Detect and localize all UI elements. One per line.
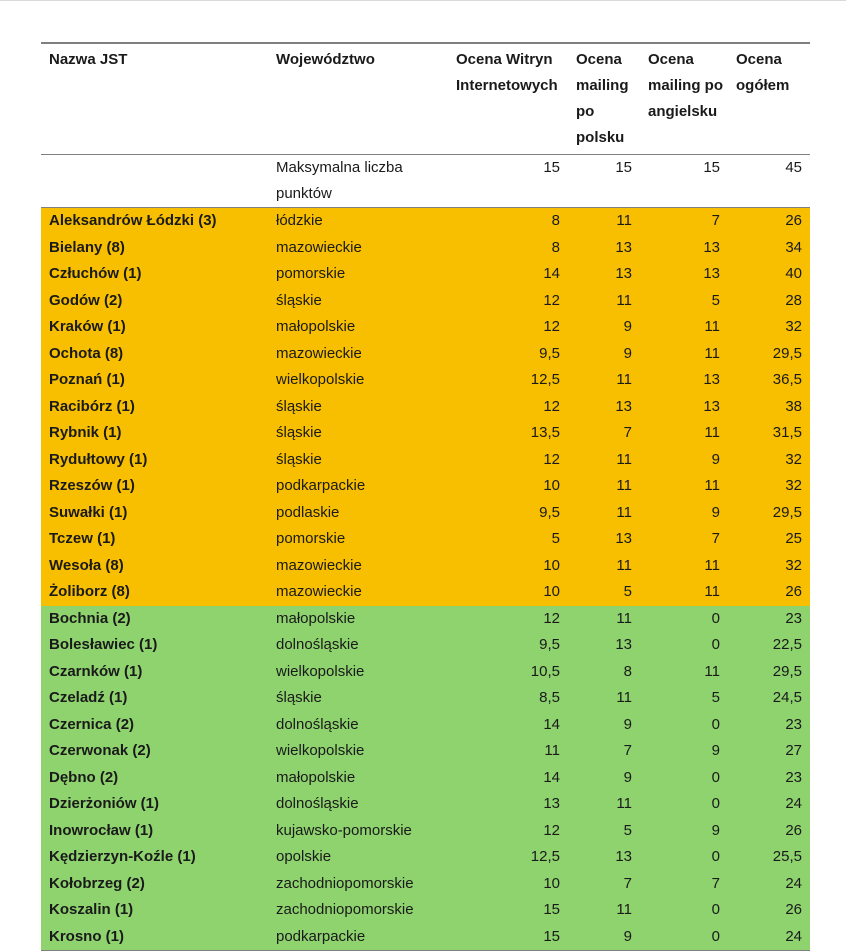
cell-total-score: 28 xyxy=(785,291,802,309)
cell-web-score: 9,5 xyxy=(539,636,560,653)
cell-name: Rydułtowy (1) xyxy=(49,450,148,468)
cell-mailing-en-score: 11 xyxy=(704,318,720,335)
cell-name: Godów (2) xyxy=(49,291,123,309)
cell-name: Rzeszów (1) xyxy=(49,477,135,494)
table-row xyxy=(41,659,810,686)
cell-mailing-en-score: 11 xyxy=(704,477,720,494)
cell-mailing-pl-score: 11 xyxy=(616,795,632,812)
cell-total-score: 25,5 xyxy=(772,848,802,865)
cell-total-score: 24 xyxy=(785,795,802,812)
cell-web-score: 9,5 xyxy=(539,503,560,521)
table-row xyxy=(41,473,810,500)
cell-mailing-pl-score: 11 xyxy=(616,556,632,574)
cell-region: zachodniopomorskie xyxy=(276,901,414,918)
cell-mailing-pl-score: 7 xyxy=(623,874,632,892)
cell-mailing-en-score: 0 xyxy=(711,609,720,627)
cell-web-score: 12 xyxy=(543,450,560,468)
cell-mailing-pl-score: 11 xyxy=(616,689,632,706)
cell-web-score: 13 xyxy=(543,795,560,812)
cell-region: śląskie xyxy=(276,689,322,706)
cell-name: Ochota (8) xyxy=(49,344,124,362)
table-row xyxy=(41,208,810,235)
scores-table xyxy=(41,42,810,951)
cell-mailing-en-score: 11 xyxy=(704,344,720,362)
cell-mailing-en-score: 0 xyxy=(711,848,720,865)
cell-region: podlaskie xyxy=(276,503,340,521)
table-row xyxy=(41,606,810,633)
table-row xyxy=(41,632,810,659)
cell-region: dolnośląskie xyxy=(276,715,359,733)
cell-name: Bielany (8) xyxy=(49,238,125,256)
cell-name: Poznań (1) xyxy=(49,371,125,388)
table-row xyxy=(41,818,810,845)
cell-mailing-pl-score: 9 xyxy=(623,768,632,786)
cell-total-score: 27 xyxy=(785,742,802,759)
header-web-score: Ocena Witryn Internetowych xyxy=(456,51,558,94)
cell-region: mazowieckie xyxy=(276,583,362,600)
max-label: Maksymalna liczba punktów xyxy=(276,159,403,202)
cell-total-score: 24 xyxy=(785,874,802,892)
cell-mailing-pl-score: 13 xyxy=(615,238,632,256)
cell-region: małopolskie xyxy=(276,609,356,627)
cell-mailing-pl-score: 11 xyxy=(616,291,632,309)
cell-mailing-en-score: 11 xyxy=(704,424,720,441)
cell-total-score: 26 xyxy=(785,901,802,918)
cell-mailing-pl-score: 9 xyxy=(623,318,632,335)
table-row xyxy=(41,738,810,765)
cell-name: Bolesławiec (1) xyxy=(49,636,158,653)
table-row xyxy=(41,844,810,871)
table-row xyxy=(41,765,810,792)
max-mailing-en: 15 xyxy=(703,159,720,176)
table-row xyxy=(41,871,810,898)
cell-web-score: 10 xyxy=(543,874,560,892)
table-row xyxy=(41,526,810,553)
cell-web-score: 10,5 xyxy=(530,662,560,680)
cell-total-score: 25 xyxy=(785,530,802,547)
table-row xyxy=(41,791,810,818)
cell-mailing-pl-score: 7 xyxy=(623,742,632,759)
cell-region: mazowieckie xyxy=(276,238,362,256)
cell-mailing-en-score: 13 xyxy=(703,238,720,256)
cell-region: małopolskie xyxy=(276,318,356,335)
cell-name: Człuchów (1) xyxy=(49,265,142,282)
cell-mailing-en-score: 13 xyxy=(703,397,720,415)
cell-total-score: 29,5 xyxy=(772,503,802,521)
cell-name: Czernica (2) xyxy=(49,715,135,733)
cell-web-score: 8 xyxy=(551,212,560,229)
cell-region: śląskie xyxy=(276,450,322,468)
cell-mailing-en-score: 0 xyxy=(711,795,720,812)
cell-name: Wesoła (8) xyxy=(49,556,124,574)
cell-name: Racibórz (1) xyxy=(49,397,135,415)
cell-total-score: 26 xyxy=(785,212,802,229)
cell-region: śląskie xyxy=(276,291,322,309)
cell-mailing-pl-score: 13 xyxy=(615,636,632,653)
cell-total-score: 32 xyxy=(785,556,802,574)
cell-total-score: 22,5 xyxy=(772,636,802,653)
cell-mailing-pl-score: 9 xyxy=(623,927,632,945)
cell-web-score: 5 xyxy=(551,530,560,547)
cell-mailing-pl-score: 5 xyxy=(623,821,632,839)
cell-web-score: 13,5 xyxy=(530,424,560,441)
cell-total-score: 32 xyxy=(785,450,802,468)
table-row xyxy=(41,579,810,606)
cell-region: dolnośląskie xyxy=(276,636,359,653)
cell-total-score: 32 xyxy=(785,318,802,335)
table-row xyxy=(41,897,810,924)
cell-name: Czeladź (1) xyxy=(49,689,128,706)
cell-mailing-en-score: 9 xyxy=(711,821,720,839)
table-body xyxy=(41,155,810,951)
cell-total-score: 34 xyxy=(785,238,802,256)
table-row xyxy=(41,288,810,315)
cell-name: Krosno (1) xyxy=(49,927,124,945)
cell-name: Dzierżoniów (1) xyxy=(49,795,160,812)
max-total: 45 xyxy=(785,159,802,176)
header-region: Województwo xyxy=(276,51,375,68)
table-row xyxy=(41,367,810,394)
cell-name: Żoliborz (8) xyxy=(49,583,130,600)
table-row xyxy=(41,314,810,341)
cell-name: Koszalin (1) xyxy=(49,901,134,918)
cell-mailing-pl-score: 11 xyxy=(616,212,632,229)
cell-region: łódzkie xyxy=(276,212,323,229)
cell-web-score: 12 xyxy=(543,397,560,415)
cell-name: Rybnik (1) xyxy=(49,424,122,441)
table-row xyxy=(41,447,810,474)
cell-mailing-pl-score: 13 xyxy=(615,265,632,282)
table-row xyxy=(41,553,810,580)
cell-web-score: 12 xyxy=(543,821,560,839)
cell-web-score: 9,5 xyxy=(539,344,560,362)
cell-web-score: 10 xyxy=(543,556,560,574)
cell-mailing-en-score: 9 xyxy=(711,742,720,759)
cell-mailing-pl-score: 13 xyxy=(615,848,632,865)
table-row xyxy=(41,420,810,447)
cell-name: Bochnia (2) xyxy=(49,609,131,627)
cell-region: mazowieckie xyxy=(276,344,362,362)
header-total-score: Ocena ogółem xyxy=(736,51,790,94)
cell-total-score: 24 xyxy=(785,927,802,945)
cell-region: śląskie xyxy=(276,397,322,415)
cell-region: zachodniopomorskie xyxy=(276,874,414,892)
cell-web-score: 12,5 xyxy=(530,371,560,388)
cell-mailing-en-score: 11 xyxy=(704,662,720,680)
cell-web-score: 14 xyxy=(543,265,560,282)
cell-web-score: 15 xyxy=(543,901,560,918)
cell-mailing-pl-score: 5 xyxy=(623,583,632,600)
max-web: 15 xyxy=(543,159,560,176)
cell-web-score: 14 xyxy=(543,715,560,733)
cell-mailing-pl-score: 8 xyxy=(623,662,632,680)
header-name: Nazwa JST xyxy=(49,51,128,68)
cell-mailing-pl-score: 9 xyxy=(623,344,632,362)
table-row xyxy=(41,712,810,739)
cell-name: Kołobrzeg (2) xyxy=(49,874,145,892)
cell-mailing-en-score: 13 xyxy=(703,265,720,282)
cell-region: wielkopolskie xyxy=(276,371,365,388)
cell-mailing-en-score: 0 xyxy=(711,927,720,945)
cell-mailing-en-score: 13 xyxy=(703,371,720,388)
cell-mailing-en-score: 5 xyxy=(711,291,720,309)
cell-total-score: 26 xyxy=(785,821,802,839)
cell-region: opolskie xyxy=(276,848,332,865)
cell-mailing-en-score: 9 xyxy=(711,450,720,468)
cell-total-score: 29,5 xyxy=(772,344,802,362)
table-header xyxy=(41,43,810,155)
cell-web-score: 14 xyxy=(543,768,560,786)
cell-mailing-pl-score: 11 xyxy=(616,371,632,388)
cell-region: wielkopolskie xyxy=(276,742,365,759)
cell-region: pomorskie xyxy=(276,265,346,282)
max-name xyxy=(41,155,268,208)
cell-mailing-en-score: 0 xyxy=(711,636,720,653)
cell-mailing-en-score: 11 xyxy=(704,583,720,600)
table-row xyxy=(41,685,810,712)
cell-region: wielkopolskie xyxy=(276,662,365,680)
cell-total-score: 38 xyxy=(785,397,802,415)
cell-name: Aleksandrów Łódzki (3) xyxy=(49,212,217,229)
cell-total-score: 40 xyxy=(785,265,802,282)
cell-name: Kędzierzyn-Koźle (1) xyxy=(49,848,196,865)
cell-region: pomorskie xyxy=(276,530,346,547)
table-row xyxy=(41,261,810,288)
cell-total-score: 23 xyxy=(785,768,802,786)
cell-name: Czarnków (1) xyxy=(49,662,143,680)
max-mailing-pl: 15 xyxy=(615,159,632,176)
cell-total-score: 23 xyxy=(785,609,802,627)
header-mailing-pl-score: Ocena mailing po polsku xyxy=(576,51,629,146)
cell-total-score: 36,5 xyxy=(772,371,802,388)
cell-mailing-en-score: 9 xyxy=(711,503,720,521)
cell-mailing-en-score: 7 xyxy=(711,530,720,547)
top-divider xyxy=(0,0,846,1)
cell-region: dolnośląskie xyxy=(276,795,359,812)
cell-mailing-en-score: 11 xyxy=(704,556,720,574)
cell-web-score: 12,5 xyxy=(530,848,560,865)
cell-mailing-en-score: 0 xyxy=(711,768,720,786)
cell-region: śląskie xyxy=(276,424,322,441)
cell-web-score: 8 xyxy=(551,238,560,256)
cell-web-score: 10 xyxy=(543,583,560,600)
max-points-row xyxy=(41,155,810,208)
cell-web-score: 11 xyxy=(544,742,560,759)
cell-web-score: 15 xyxy=(543,927,560,945)
table-row xyxy=(41,341,810,368)
table-row xyxy=(41,500,810,527)
cell-mailing-en-score: 0 xyxy=(711,715,720,733)
cell-name: Suwałki (1) xyxy=(49,503,128,521)
cell-mailing-pl-score: 11 xyxy=(616,503,632,521)
cell-region: małopolskie xyxy=(276,768,356,786)
cell-web-score: 10 xyxy=(543,477,560,494)
cell-mailing-en-score: 5 xyxy=(711,689,720,706)
cell-name: Inowrocław (1) xyxy=(49,821,154,839)
cell-mailing-pl-score: 11 xyxy=(616,477,632,494)
cell-mailing-pl-score: 9 xyxy=(623,715,632,733)
cell-name: Tczew (1) xyxy=(49,530,116,547)
cell-web-score: 12 xyxy=(543,291,560,309)
cell-mailing-pl-score: 13 xyxy=(615,530,632,547)
cell-total-score: 32 xyxy=(785,477,802,494)
cell-name: Dębno (2) xyxy=(49,768,119,786)
cell-mailing-en-score: 7 xyxy=(711,212,720,229)
table-row xyxy=(41,394,810,421)
cell-web-score: 8,5 xyxy=(539,689,560,706)
cell-mailing-en-score: 0 xyxy=(711,901,720,918)
cell-total-score: 29,5 xyxy=(772,662,802,680)
cell-mailing-pl-score: 11 xyxy=(616,450,632,468)
cell-name: Czerwonak (2) xyxy=(49,742,151,759)
cell-mailing-pl-score: 13 xyxy=(615,397,632,415)
cell-region: mazowieckie xyxy=(276,556,362,574)
header-row xyxy=(41,43,810,155)
table-row xyxy=(41,924,810,951)
cell-mailing-pl-score: 7 xyxy=(623,424,632,441)
cell-web-score: 12 xyxy=(543,318,560,335)
cell-total-score: 23 xyxy=(785,715,802,733)
cell-mailing-pl-score: 11 xyxy=(616,901,632,918)
cell-region: podkarpackie xyxy=(276,927,366,945)
header-mailing-en-score: Ocena mailing po angielsku xyxy=(648,51,723,120)
table-row xyxy=(41,235,810,262)
cell-region: podkarpackie xyxy=(276,477,366,494)
cell-total-score: 31,5 xyxy=(772,424,802,441)
cell-total-score: 24,5 xyxy=(772,689,802,706)
cell-mailing-en-score: 7 xyxy=(711,874,720,892)
cell-mailing-pl-score: 11 xyxy=(616,609,632,627)
cell-web-score: 12 xyxy=(543,609,560,627)
cell-region: kujawsko-pomorskie xyxy=(276,821,412,839)
cell-name: Kraków (1) xyxy=(49,318,126,335)
cell-total-score: 26 xyxy=(785,583,802,600)
